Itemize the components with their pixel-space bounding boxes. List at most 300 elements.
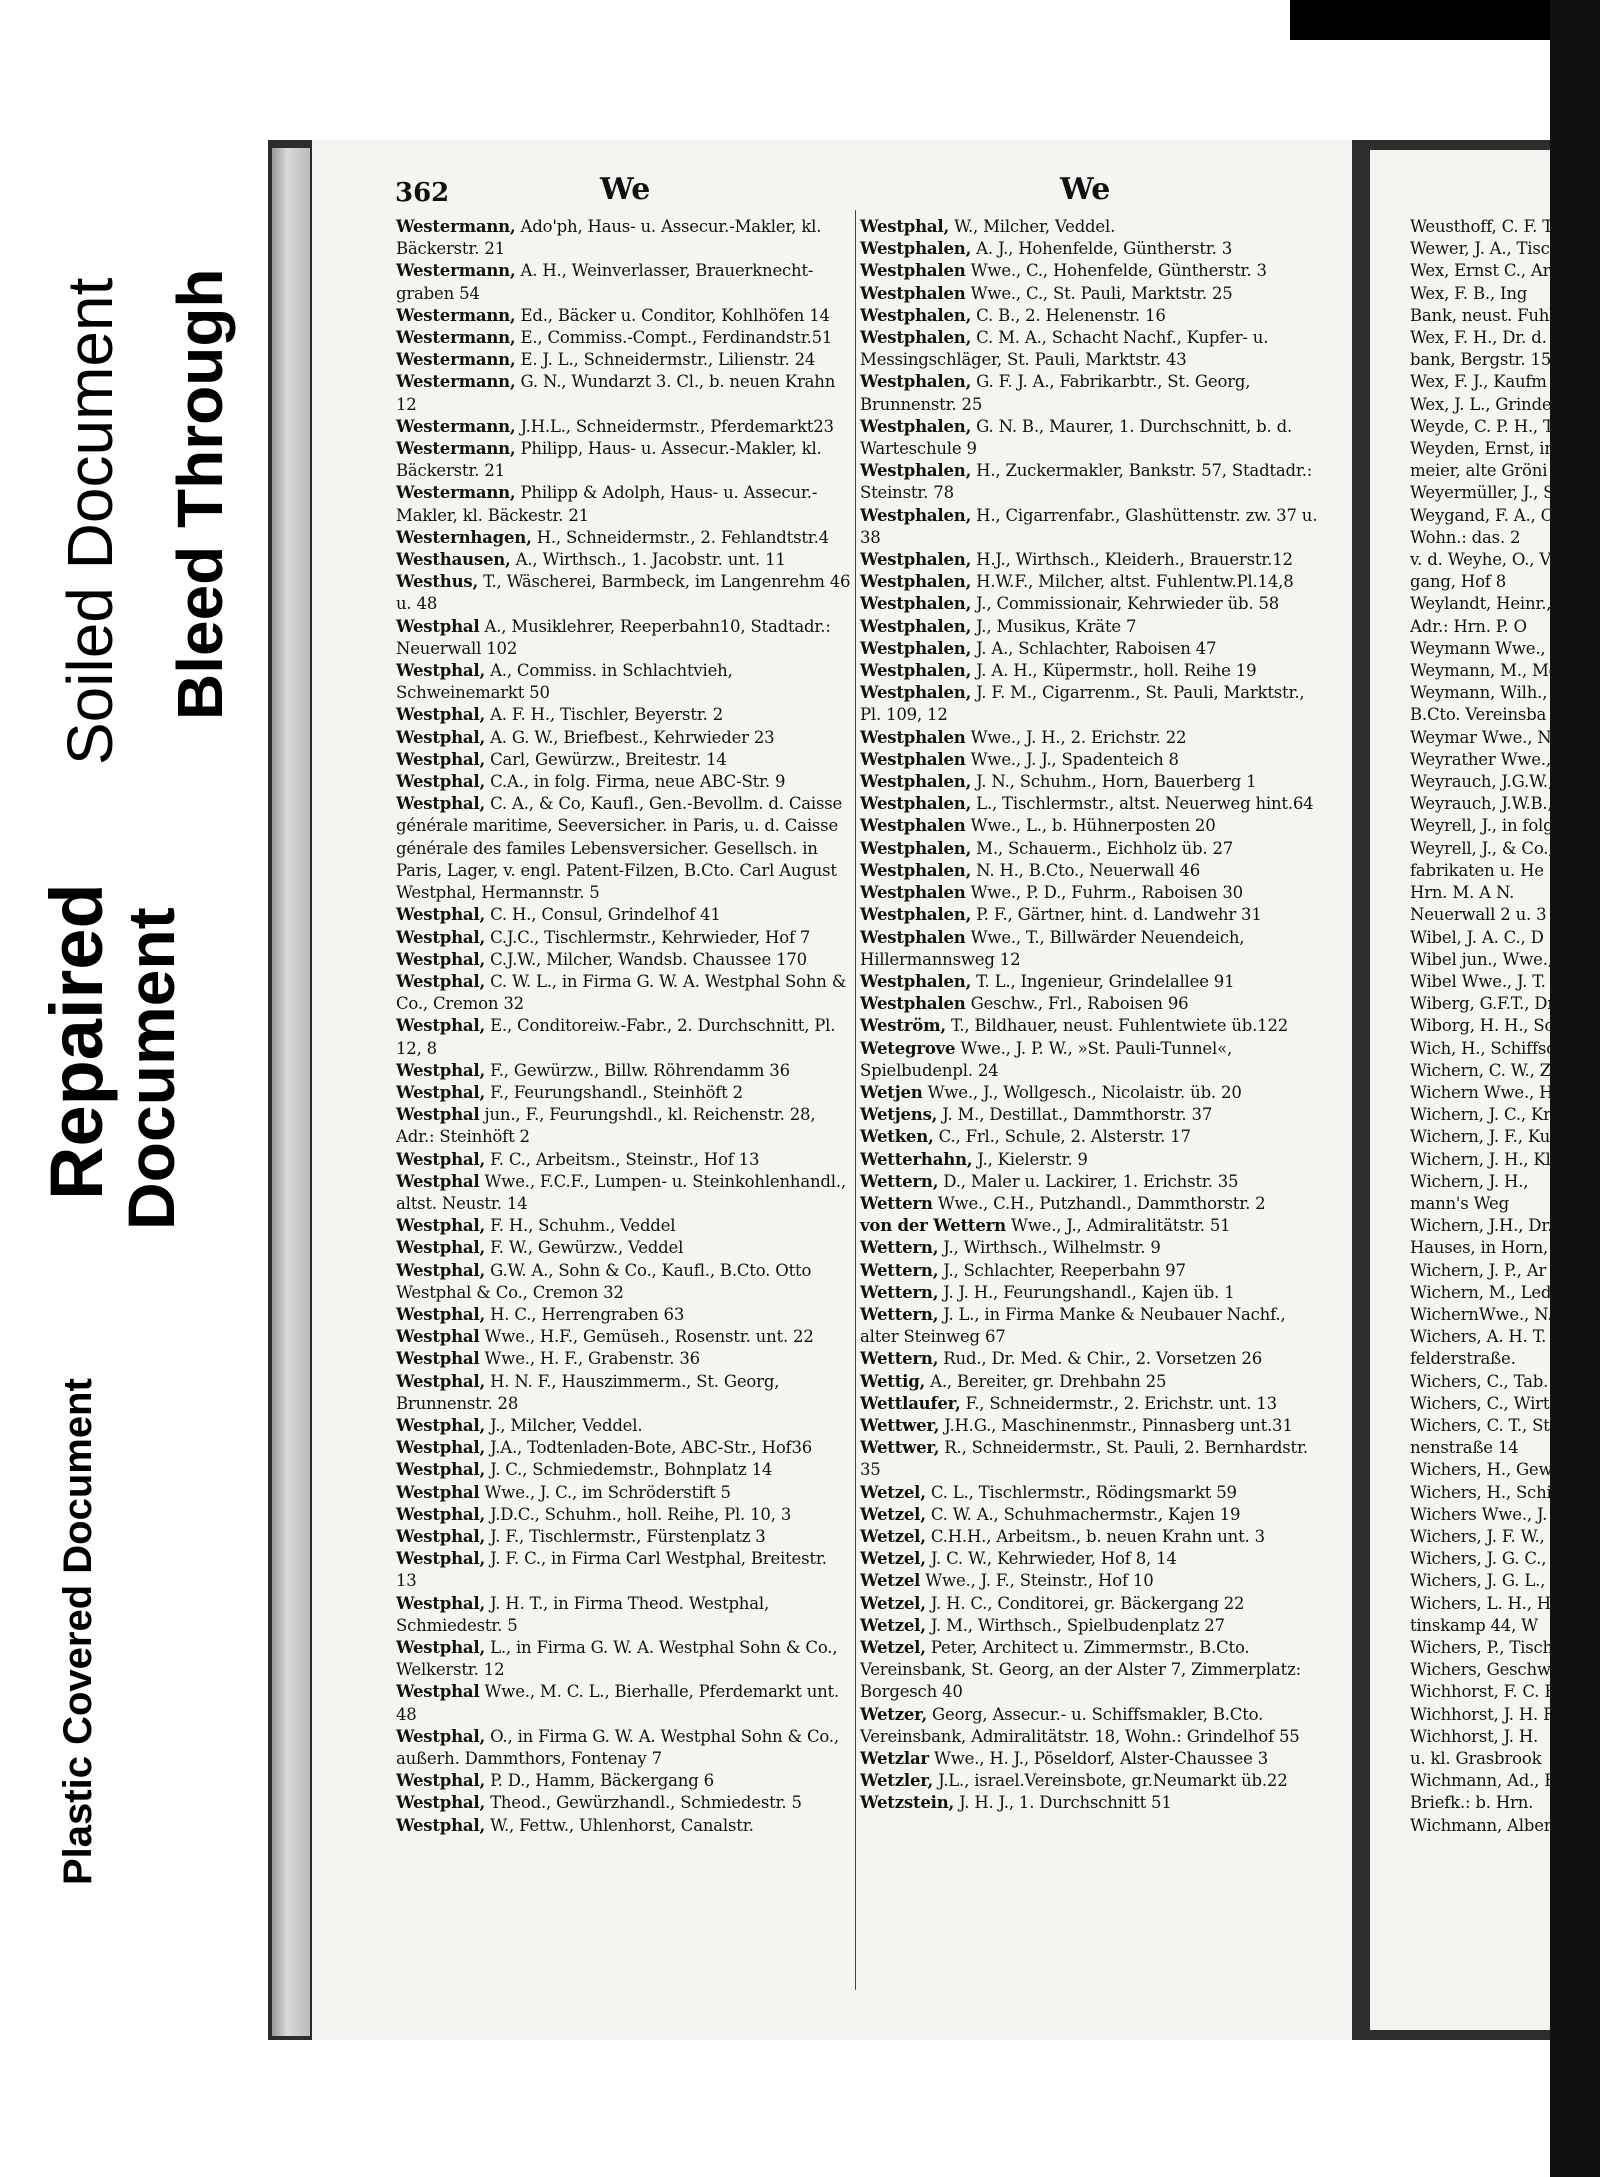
entry-surname: Westphal (396, 1171, 480, 1191)
entry-surname: Westphalen (860, 261, 966, 281)
entry-surname: Westphal (396, 1349, 480, 1369)
entry-surname: Westphal (396, 1482, 480, 1502)
directory-entry (396, 1593, 851, 1637)
directory-entry-fragment: Weyrauch, J.G.W., (1410, 772, 1553, 792)
entry-surname: Wetzel, (860, 1549, 926, 1569)
directory-entry-fragment: Briefk.: b. Hrn. (1410, 1793, 1534, 1813)
directory-entry (860, 460, 1325, 504)
entry-surname: Westphalen (860, 727, 966, 747)
directory-entry (860, 1704, 1325, 1748)
directory-entry-fragment: Bank, neust. Fuhl (1410, 305, 1555, 325)
entry-details: H. N. F., Hauszimmerm., St. Georg, Brunnenstr. 28 (396, 1371, 780, 1413)
directory-entry (860, 371, 1325, 415)
entry-surname: Wetegrove (860, 1038, 956, 1058)
entry-details: A. H., Weinverlasser, Brauerknecht-graben 54 (396, 261, 814, 303)
entry-surname: Wetzer, (860, 1704, 928, 1724)
directory-entry (396, 704, 851, 726)
directory-entry (860, 1126, 1325, 1148)
directory-entry-fragment: Wibel, J. A. C., D (1410, 927, 1544, 947)
entry-surname: Westphal, (396, 1238, 486, 1258)
directory-entry (396, 1260, 851, 1304)
directory-entry-fragment: Wichern, J. P., Ar (1410, 1260, 1547, 1280)
entry-details: G. F. J. A., Fabrikarbtr., St. Georg, Brunnenstr. 25 (860, 372, 1251, 414)
directory-entry (860, 727, 1325, 749)
directory-entry (396, 216, 851, 260)
entry-details: Wwe., J. C., im Schröderstift 5 (479, 1482, 731, 1502)
directory-entry-fragment: Weyermüller, J., S (1410, 483, 1555, 503)
directory-column-left (396, 216, 851, 1837)
entry-details: E., Conditoreiw.-Fabr., 2. Durchschnitt, Pl. 12, 8 (396, 1016, 836, 1058)
entry-surname: Wetzstein, (860, 1793, 955, 1813)
directory-entry (860, 238, 1325, 260)
directory-entry-fragment: Wichers, J. F. W., (1410, 1526, 1545, 1546)
directory-entry (860, 882, 1325, 904)
entry-surname: Westermann, (396, 217, 516, 236)
directory-entry (396, 1681, 851, 1725)
directory-entry-fragment: meier, alte Gröni (1410, 461, 1548, 481)
entry-details: F. H., Schuhm., Veddel (485, 1216, 676, 1236)
entry-surname: Westphalen, (860, 305, 972, 325)
directory-entry (396, 1637, 851, 1681)
directory-entry-fragment: Wichern, J. H., (1410, 1171, 1529, 1191)
entry-surname: Westphal, (396, 1771, 486, 1791)
entry-details: Wwe., C.H., Putzhandl., Dammthorstr. 2 (932, 1193, 1266, 1213)
directory-entry (860, 1437, 1325, 1481)
entry-surname: Westhus, (396, 572, 479, 592)
entry-surname: Wetzel (860, 1571, 921, 1591)
directory-entry-fragment: Weymann, Wilh., (1410, 683, 1548, 703)
directory-entry (396, 1526, 851, 1548)
entry-details: F. C., Arbeitsm., Steinstr., Hof 13 (485, 1149, 760, 1169)
directory-entry (860, 793, 1325, 815)
directory-entry (860, 1304, 1325, 1348)
directory-entry (396, 927, 851, 949)
entry-details: H. C., Herrengraben 63 (485, 1304, 685, 1324)
entry-details: Wwe., T., Billwärder Neuendeich, Hillermannsweg 12 (860, 927, 1245, 969)
entry-surname: Westphal, (396, 1304, 486, 1324)
directory-entry-fragment: Weyden, Ernst, in (1410, 439, 1555, 459)
entry-details: F., Feurungshandl., Steinhöft 2 (485, 1082, 743, 1102)
entry-details: Carl, Gewürzw., Breitestr. 14 (485, 749, 727, 769)
directory-entry (860, 1215, 1325, 1237)
entry-surname: Wetjens, (860, 1105, 938, 1125)
entry-surname: Westphal, (396, 772, 486, 792)
directory-entry (860, 1748, 1325, 1770)
directory-entry-fragment: Weyrell, J., in folg (1410, 816, 1554, 836)
entry-details: J. J. H., Feurungshandl., Kajen üb. 1 (938, 1282, 1235, 1302)
directory-entry-fragment: Wibel Wwe., J. T. (1410, 971, 1546, 991)
directory-entry-fragment: Wiborg, H. H., Sc (1410, 1016, 1554, 1036)
entry-surname: Westphalen, (860, 239, 972, 259)
entry-details: A., Commiss. in Schlachtvieh, Schweinemarkt 50 (396, 661, 733, 703)
entry-details: J. C., Schmiedemstr., Bohnplatz 14 (485, 1460, 773, 1480)
entry-details: C. L., Tischlermstr., Rödingsmarkt 59 (925, 1482, 1237, 1502)
directory-entry-fragment: Wex, J. L., Grinde (1410, 394, 1552, 414)
directory-entry-fragment: Wex, F. H., Dr. d. (1410, 328, 1547, 348)
entry-surname: Westphal (396, 1105, 480, 1125)
entry-surname: Westermann, (396, 372, 516, 392)
entry-surname: Westphal, (396, 1638, 486, 1657)
entry-surname: Wetzel, (860, 1504, 926, 1524)
entry-details: J. F., Tischlermstr., Fürstenplatz 3 (485, 1526, 766, 1546)
entry-details: O., in Firma G. W. A. Westphal Sohn & Co., außerh. Dammthors, Fontenay 7 (396, 1726, 839, 1769)
directory-entry (860, 1082, 1325, 1104)
entry-surname: Westphal (396, 1682, 480, 1702)
directory-entry (860, 216, 1325, 238)
entry-surname: Wettwer, (860, 1438, 940, 1458)
entry-details: Philipp, Haus- u. Assecur.-Makler, kl. Bäckerstr. 21 (396, 439, 822, 481)
directory-entry (396, 1149, 851, 1171)
directory-entry (860, 660, 1325, 682)
directory-entry (396, 904, 851, 926)
directory-entry (396, 527, 851, 549)
entry-surname: Westphal, (396, 927, 486, 947)
entry-surname: Westphal (396, 1327, 480, 1347)
entry-details: T. L., Ingenieur, Grindelallee 91 (971, 971, 1235, 991)
entry-surname: Westphal, (396, 1460, 486, 1480)
directory-entry-fragment: Wichern, J. C., Kri (1410, 1105, 1556, 1125)
entry-details: H., Cigarrenfabr., Glashüttenstr. zw. 37 u. 38 (860, 505, 1318, 547)
directory-entry-fragment: Wichers, P., Tischl (1410, 1638, 1559, 1657)
entry-details: Wwe., J., Wollgesch., Nicolaistr. üb. 20 (922, 1082, 1242, 1102)
directory-entry (396, 616, 851, 660)
directory-entry (860, 1015, 1325, 1037)
directory-entry-fragment: Wichers, C. T., Ste (1410, 1415, 1560, 1435)
directory-entry-fragment: Wichers, C., Tab. u (1410, 1371, 1564, 1391)
entry-details: J. M., Wirthsch., Spielbudenplatz 27 (925, 1615, 1225, 1635)
directory-entry (396, 571, 851, 615)
entry-details: Wwe., H. J., Pöseldorf, Alster-Chaussee 3 (928, 1749, 1269, 1769)
header-right: We (1060, 172, 1111, 207)
entry-details: C.A., in folg. Firma, neue ABC-Str. 9 (485, 772, 786, 792)
directory-entry-fragment: Wichmann, Ad., B. (1410, 1771, 1562, 1791)
entry-surname: Wettig, (860, 1371, 926, 1391)
entry-surname: Wetzel, (860, 1526, 926, 1546)
directory-entry (860, 1548, 1325, 1570)
directory-entry (860, 993, 1325, 1015)
entry-details: J.H.L., Schneidermstr., Pferdemarkt23 (515, 416, 834, 436)
entry-surname: Westhausen, (396, 550, 511, 570)
entry-details: J., Wirthsch., Wilhelmstr. 9 (938, 1238, 1161, 1258)
directory-entry-fragment: felderstraße. (1410, 1349, 1516, 1369)
directory-entry (860, 1149, 1325, 1171)
entry-surname: Westphal, (396, 794, 486, 814)
entry-details: J. H. T., in Firma Theod. Westphal, Schmiedestr. 5 (396, 1593, 769, 1635)
directory-entry (860, 838, 1325, 860)
entry-surname: Westphalen, (860, 971, 972, 991)
directory-entry-fragment: Wichhorst, J. H. (1410, 1726, 1539, 1746)
entry-details: C., Frl., Schule, 2. Alsterstr. 17 (933, 1127, 1191, 1147)
entry-surname: Westernhagen, (396, 527, 532, 547)
entry-details: C. H., Consul, Grindelhof 41 (485, 905, 721, 925)
entry-surname: Westphal (396, 616, 480, 636)
entry-details: Wwe., H. F., Grabenstr. 36 (479, 1349, 700, 1369)
entry-surname: Westphal, (396, 1593, 486, 1613)
entry-surname: Wettern, (860, 1171, 939, 1191)
entry-surname: Westphal, (396, 727, 486, 747)
directory-entry (396, 327, 851, 349)
directory-entry (860, 771, 1325, 793)
entry-details: L., in Firma G. W. A. Westphal Sohn & Co., Welkerstr. 12 (396, 1638, 838, 1680)
repaired-label: Repaired (35, 883, 118, 1200)
directory-entry (860, 1237, 1325, 1259)
entry-surname: Westphalen, (860, 505, 972, 525)
entry-surname: Westphal, (396, 1149, 486, 1169)
entry-details: C. W. A., Schuhmachermstr., Kajen 19 (925, 1504, 1241, 1524)
directory-entry (396, 1171, 851, 1215)
entry-surname: Westermann, (396, 350, 516, 370)
entry-details: Wwe., J. J., Spadenteich 8 (965, 749, 1179, 769)
column-divider (855, 210, 856, 1990)
directory-entry-fragment: Weymann, M., Mc (1410, 661, 1558, 681)
entry-details: C. B., 2. Helenenstr. 16 (971, 305, 1166, 325)
directory-entry-fragment: Wichers, C., Wirth (1410, 1393, 1560, 1413)
directory-entry (860, 549, 1325, 571)
entry-details: A. F. H., Tischler, Beyerstr. 2 (485, 705, 724, 725)
directory-entry (396, 1459, 851, 1481)
directory-entry (396, 1237, 851, 1259)
entry-details: J. N., Schuhm., Horn, Bauerberg 1 (971, 772, 1257, 792)
directory-entry-fragment: Wohn.: das. 2 (1410, 527, 1521, 547)
directory-entry-fragment: Wex, F. J., Kaufm (1410, 372, 1547, 392)
entry-details: F. W., Gewürzw., Veddel (485, 1238, 684, 1258)
directory-entry-fragment: Wichers, J. G. C., (1410, 1549, 1547, 1569)
directory-entry-fragment: Weyrather Wwe., T (1410, 749, 1567, 769)
entry-details: J., Kielerstr. 9 (972, 1149, 1088, 1169)
directory-entry (860, 1193, 1325, 1215)
entry-surname: Westphal, (396, 705, 486, 725)
entry-details: F., Schneidermstr., 2. Erichstr. unt. 13 (960, 1393, 1277, 1413)
directory-entry-fragment: Wichmann, Albert, (1410, 1815, 1563, 1835)
directory-entry-fragment: Wichhorst, J. H. F (1410, 1704, 1555, 1724)
entry-details: J. L., in Firma Manke & Neubauer Nachf., alter Steinweg 67 (860, 1304, 1286, 1347)
entry-surname: Wetken, (860, 1127, 934, 1147)
entry-details: C.J.C., Tischlermstr., Kehrwieder, Hof 7 (485, 927, 811, 947)
directory-entry-fragment: Wichern, C. W., Zi (1410, 1060, 1557, 1080)
directory-entry (860, 860, 1325, 882)
entry-details: W., Milcher, Veddel. (949, 217, 1116, 236)
entry-surname: Wetterhahn, (860, 1149, 973, 1169)
directory-entry-fragment: Wibel jun., Wwe., (1410, 949, 1553, 969)
page-number: 362 (395, 178, 450, 208)
entry-surname: Westphalen, (860, 550, 972, 570)
entry-details: Ed., Bäcker u. Conditor, Kohlhöfen 14 (515, 305, 830, 325)
entry-details: Wwe., F.C.F., Lumpen- u. Steinkohlenhandl., altst. Neustr. 14 (396, 1171, 846, 1213)
entry-surname: Westphalen, (860, 661, 972, 681)
directory-entry-fragment: Wichers, L. H., H (1410, 1593, 1551, 1613)
directory-entry-fragment: Wichhorst, F. C. H (1410, 1682, 1559, 1702)
entry-surname: Westphalen, (860, 772, 972, 792)
entry-surname: Westphalen, (860, 372, 972, 392)
entry-details: A., Bereiter, gr. Drehbahn 25 (925, 1371, 1167, 1391)
directory-entry (860, 283, 1325, 305)
entry-surname: Weström, (860, 1016, 946, 1036)
directory-column-next-page (1410, 216, 1600, 1837)
entry-surname: Westphalen (860, 749, 966, 769)
entry-details: M., Schauerm., Eichholz üb. 27 (971, 838, 1234, 858)
entry-surname: Wettern, (860, 1282, 939, 1302)
directory-entry (860, 1171, 1325, 1193)
directory-entry (860, 1482, 1325, 1504)
directory-entry-fragment: Weyde, C. P. H., T (1410, 416, 1554, 436)
entry-details: Philipp & Adolph, Haus- u. Assecur.-Makler, kl. Bäckestr. 21 (396, 483, 818, 525)
directory-entry-fragment: Wichern, M., Leder (1410, 1282, 1569, 1302)
directory-entry (860, 1371, 1325, 1393)
directory-entry-fragment: Wichers, H., Gewür (1410, 1460, 1571, 1480)
directory-entry (396, 1015, 851, 1059)
entry-details: J., Milcher, Veddel. (485, 1415, 643, 1435)
directory-entry-fragment: WichernWwe., N.F. (1410, 1304, 1567, 1324)
directory-entry (860, 1792, 1325, 1814)
entry-details: Wwe., L., b. Hühnerposten 20 (965, 816, 1216, 836)
directory-entry (396, 749, 851, 771)
directory-entry (396, 482, 851, 526)
directory-entry-fragment: Weylandt, Heinr., (1410, 594, 1552, 614)
directory-entry (396, 1371, 851, 1415)
entry-surname: Westphal, (396, 1504, 486, 1524)
entry-surname: Westphal, (396, 749, 486, 769)
entry-surname: Westphalen, (860, 860, 972, 880)
entry-details: Wwe., M. C. L., Bierhalle, Pferdemarkt unt. 48 (396, 1682, 840, 1724)
directory-entry-fragment: nenstraße 14 (1410, 1438, 1519, 1458)
directory-entry (396, 1326, 851, 1348)
entry-surname: Westphal, (396, 949, 486, 969)
entry-surname: Westphal, (396, 1082, 486, 1102)
directory-entry-fragment: bank, Bergstr. 15 (1410, 350, 1552, 370)
directory-entry (860, 904, 1325, 926)
entry-details: Wwe., C., Hohenfelde, Güntherstr. 3 (965, 261, 1267, 281)
entry-surname: Westphalen (860, 816, 966, 836)
entry-surname: Westermann, (396, 416, 516, 436)
directory-entry (396, 771, 851, 793)
entry-surname: von der Wettern (860, 1216, 1006, 1236)
label-margin (0, 0, 270, 2177)
entry-surname: Westphalen, (860, 683, 972, 703)
directory-entry-fragment: Weymar Wwe., N. (1410, 727, 1556, 747)
entry-details: C.H.H., Arbeitsm., b. neuen Krahn unt. 3 (925, 1526, 1265, 1546)
entry-details: H., Zuckermakler, Bankstr. 57, Stadtadr.: Steinstr. 78 (860, 461, 1313, 503)
entry-surname: Westermann, (396, 261, 516, 281)
entry-surname: Westphalen, (860, 572, 972, 592)
directory-entry (396, 549, 851, 571)
directory-entry (860, 616, 1325, 638)
directory-entry-fragment: Wiberg, G.F.T., Dr (1410, 994, 1556, 1014)
entry-surname: Westphalen, (860, 838, 972, 858)
entry-details: J. M., Destillat., Dammthorstr. 37 (937, 1105, 1213, 1125)
directory-entry (396, 1726, 851, 1770)
directory-entry (860, 1770, 1325, 1792)
directory-entry (396, 1504, 851, 1526)
directory-entry (860, 815, 1325, 837)
directory-entry-fragment: Wewer, J. A., Tisch (1410, 239, 1561, 259)
entry-surname: Westphal, (396, 1016, 486, 1036)
directory-entry-fragment: Wichern, J. H., Kl (1410, 1149, 1551, 1169)
directory-entry (860, 927, 1325, 971)
entry-surname: Westphal, (396, 1526, 486, 1546)
entry-details: jun., F., Feurungshdl., kl. Reichenstr. 28, Adr.: Steinhöft 2 (396, 1105, 816, 1147)
entry-details: J.D.C., Schuhm., holl. Reihe, Pl. 10, 3 (485, 1504, 792, 1524)
directory-entry (396, 1104, 851, 1148)
directory-entry (396, 793, 851, 904)
entry-surname: Westphalen, (860, 594, 972, 614)
entry-surname: Wettern, (860, 1238, 939, 1258)
entry-details: P. D., Hamm, Bäckergang 6 (485, 1771, 714, 1791)
directory-entry (396, 416, 851, 438)
entry-surname: Westphalen, (860, 461, 972, 481)
entry-surname: Westphal, (396, 661, 486, 681)
soiled-document-label: Soiled Document (54, 277, 126, 765)
entry-details: G. N. B., Maurer, 1. Durchschnitt, b. d. Warteschule 9 (860, 416, 1293, 459)
entry-details: C.J.W., Milcher, Wandsb. Chaussee 170 (485, 949, 807, 969)
entry-surname: Westphalen (860, 883, 966, 903)
directory-entry (860, 1637, 1325, 1704)
entry-surname: Westphal, (396, 1726, 486, 1746)
entry-surname: Westphalen, (860, 328, 972, 348)
entry-details: J. H. J., 1. Durchschnitt 51 (954, 1793, 1172, 1813)
directory-entry (396, 1348, 851, 1370)
directory-entry (860, 1615, 1325, 1637)
entry-surname: Westphal, (396, 1216, 486, 1236)
directory-entry-fragment: Hrn. M. A N. (1410, 883, 1515, 903)
entry-surname: Wetzel, (860, 1482, 926, 1502)
directory-entry-fragment: Weyrauch, J.W.B., (1410, 794, 1553, 814)
entry-details: P. F., Gärtner, hint. d. Landwehr 31 (971, 905, 1262, 925)
entry-surname: Westermann, (396, 305, 516, 325)
entry-surname: Wetzel, (860, 1615, 926, 1635)
entry-surname: Westphal, (396, 1415, 486, 1435)
directory-entry (396, 1082, 851, 1104)
header-next-page: W (1560, 172, 1594, 207)
entry-details: J., Commissionair, Kehrwieder üb. 58 (971, 594, 1280, 614)
directory-entry-fragment: Wichers, J. G. L., (1410, 1571, 1546, 1591)
entry-surname: Wettlaufer, (860, 1393, 961, 1413)
entry-surname: Westphal, (396, 1815, 486, 1835)
entry-surname: Westphalen, (860, 416, 972, 436)
directory-entry-fragment: Wichers, H., Schiffs (1410, 1482, 1572, 1502)
entry-details: A., Wirthsch., 1. Jacobstr. unt. 11 (510, 550, 786, 570)
directory-entry (396, 1415, 851, 1437)
entry-surname: Westphalen, (860, 905, 972, 925)
entry-details: H.W.F., Milcher, altst. Fuhlentw.Pl.14,8 (971, 572, 1294, 592)
entry-details: Wwe., J., Admiralitätstr. 51 (1005, 1216, 1231, 1236)
header-left: We (600, 172, 651, 207)
entry-details: F., Gewürzw., Billw. Röhrendamm 36 (485, 1060, 790, 1080)
directory-entry (396, 949, 851, 971)
directory-entry-fragment: gang, Hof 8 (1410, 572, 1507, 592)
entry-details: C. M. A., Schacht Nachf., Kupfer- u. Messingschläger, St. Pauli, Marktstr. 43 (860, 328, 1269, 370)
entry-surname: Westphalen (860, 994, 966, 1014)
entry-surname: Wettern, (860, 1349, 939, 1369)
entry-details: J. C. W., Kehrwieder, Hof 8, 14 (925, 1549, 1177, 1569)
entry-surname: Wetjen (860, 1082, 923, 1102)
entry-surname: Westphal, (396, 1371, 486, 1391)
entry-details: J. F. C., in Firma Carl Westphal, Breitestr. 13 (396, 1549, 827, 1591)
directory-entry (396, 1482, 851, 1504)
entry-details: R., Schneidermstr., St. Pauli, 2. Bernhardstr. 35 (860, 1438, 1308, 1480)
directory-entry (860, 1593, 1325, 1615)
entry-details: Ado'ph, Haus- u. Assecur.-Makler, kl. Bäckerstr. 21 (396, 217, 822, 259)
directory-entry-fragment: u. kl. Grasbrook (1410, 1749, 1542, 1769)
directory-entry (860, 327, 1325, 371)
entry-surname: Westphalen (860, 927, 966, 947)
entry-details: A. J., Hohenfelde, Güntherstr. 3 (971, 239, 1233, 259)
plastic-covered-label: Plastic Covered Document (56, 1378, 100, 1885)
entry-surname: Westphal, (860, 217, 950, 236)
entry-details: Wwe., P. D., Fuhrm., Raboisen 30 (965, 883, 1243, 903)
entry-details: J. A., Schlachter, Raboisen 47 (971, 638, 1217, 658)
directory-entry (396, 727, 851, 749)
entry-surname: Westphal, (396, 905, 486, 925)
